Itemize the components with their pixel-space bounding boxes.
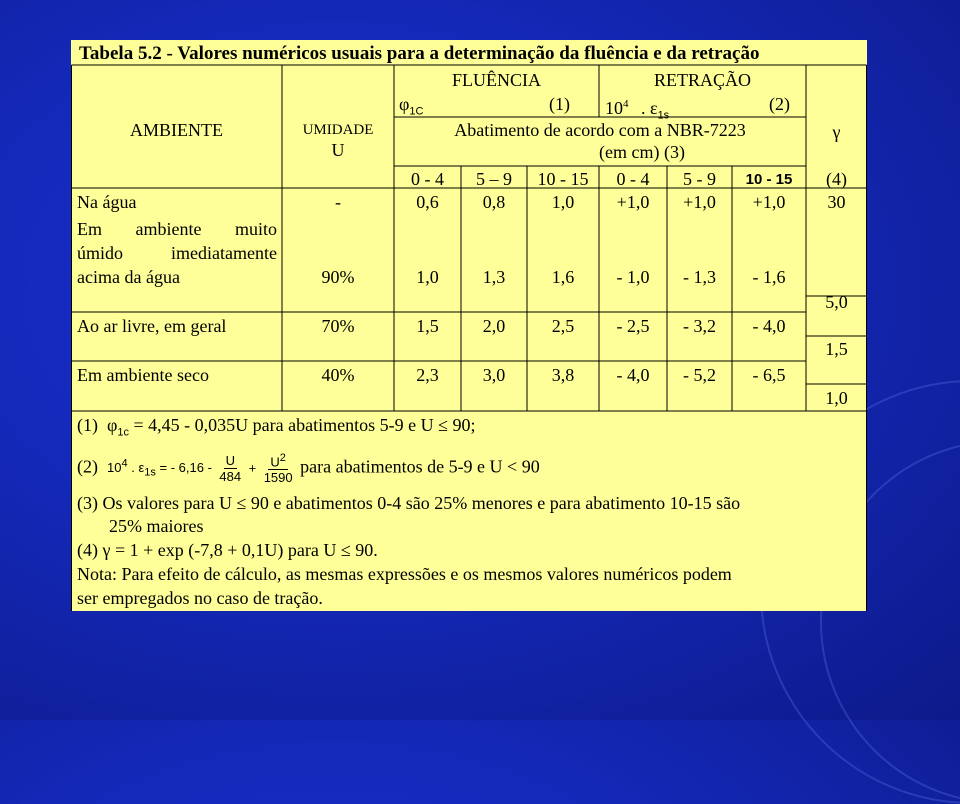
header-umidade: UMIDADE	[302, 122, 374, 138]
row-umidade: 90%	[321, 267, 355, 287]
note-1: (1) $\varphi_{1c} = 4,45 - 0,035U$ para abatimentos 5-9 e U ≤ 90;	[77, 415, 476, 439]
header-retracao: RETRAÇÃO	[653, 70, 751, 90]
note-4: (4) γ = 1 + exp (-7,8 + 0,1U) para U ≤ 90.	[77, 540, 378, 560]
row-value: 2,5	[551, 316, 575, 336]
header-ambiente: AMBIENTE	[130, 120, 223, 140]
row-ambiente: Em ambiente seco	[77, 365, 209, 385]
row-value: 0,6	[416, 192, 439, 212]
row-value: - 4,0	[752, 316, 786, 336]
row-value: 1,0	[416, 267, 439, 287]
row-umidade: 40%	[321, 365, 355, 385]
row-ambiente: Na água	[77, 192, 137, 212]
note-2: (2) $10^4$ . $\varepsilon_{1s}$ = - 6,16 - $\frac{U}{484}$ + $\frac{U^2}{1590}$ para abatimentos de 5-9 e U < 90	[77, 452, 540, 486]
row-value: 1,3	[482, 267, 506, 287]
row-umidade: -	[335, 192, 341, 212]
header-fluencia-symbol: $\varphi_{1C}$	[399, 94, 424, 118]
row-value: +1,0	[616, 192, 650, 212]
row-value: +1,0	[683, 192, 716, 212]
row-value: 2,3	[416, 365, 439, 385]
row-value: - 1,3	[683, 267, 716, 287]
header-retracao-note: (2)	[769, 94, 790, 114]
header-gamma-note: (4)	[826, 169, 847, 189]
range-header: 10 - 15	[745, 171, 793, 188]
row-gamma: 5,0	[825, 292, 848, 312]
header-abatimento-line1: Abatimento de acordo com a NBR-7223	[454, 120, 746, 140]
row-value: 2,0	[482, 316, 506, 336]
range-header: 5 – 9	[476, 169, 512, 189]
row-value: 1,5	[416, 316, 439, 336]
header-retracao-symbol: $10^4$ . $\varepsilon_{1s}$	[605, 98, 670, 122]
row-ambiente-line: úmido imediatamente	[77, 243, 277, 263]
row-value: 1,0	[551, 192, 575, 212]
row-umidade: 70%	[321, 316, 355, 336]
header-fluencia: FLUÊNCIA	[452, 70, 541, 90]
row-value: - 5,2	[683, 365, 716, 385]
row-ambiente-line: Em ambiente muito	[77, 219, 277, 239]
range-header: 0 - 4	[616, 169, 650, 189]
table-panel	[71, 40, 867, 611]
row-value: - 3,2	[683, 316, 716, 336]
range-header: 10 - 15	[537, 169, 589, 189]
row-value: - 1,6	[752, 267, 786, 287]
row-value: - 1,0	[616, 267, 650, 287]
note-3-line2: 25% maiores	[109, 516, 204, 536]
header-gamma: γ	[832, 122, 841, 142]
header-umidade-symbol: U	[331, 140, 345, 160]
row-value: - 6,5	[752, 365, 786, 385]
row-gamma: 1,0	[825, 388, 848, 408]
range-header: 5 - 9	[683, 169, 716, 189]
row-ambiente-line: acima da água	[77, 267, 180, 287]
fraction-u2-1590: $\frac{U^2}{1590}$	[263, 452, 293, 486]
row-value: 3,8	[551, 365, 575, 385]
row-value: - 2,5	[616, 316, 650, 336]
header-fluencia-note: (1)	[549, 94, 570, 114]
row-value: - 4,0	[616, 365, 650, 385]
row-value: +1,0	[752, 192, 786, 212]
row-gamma: 1,5	[825, 339, 848, 359]
row-gamma: 30	[827, 192, 846, 212]
nota-line2: ser empregados no caso de tração.	[77, 588, 323, 608]
table-title: Tabela 5.2 - Valores numéricos usuais para a determinação da fluência e da retração	[79, 43, 760, 64]
row-ambiente: Ao ar livre, em geral	[77, 316, 227, 336]
header-abatimento-line2: (em cm) (3)	[599, 142, 685, 162]
fraction-u-484: $\frac{U}{484}$	[219, 452, 242, 484]
row-value: 1,6	[551, 267, 575, 287]
range-header: 0 - 4	[411, 169, 444, 189]
note-3-line1: (3) Os valores para U ≤ 90 e abatimentos 0-4 são 25% menores e para abatimento 10-15 são	[77, 493, 741, 513]
row-value: 0,8	[482, 192, 506, 212]
nota-line1: Nota: Para efeito de cálculo, as mesmas expressões e os mesmos valores numéricos podem	[77, 564, 732, 584]
row-value: 3,0	[482, 365, 506, 385]
